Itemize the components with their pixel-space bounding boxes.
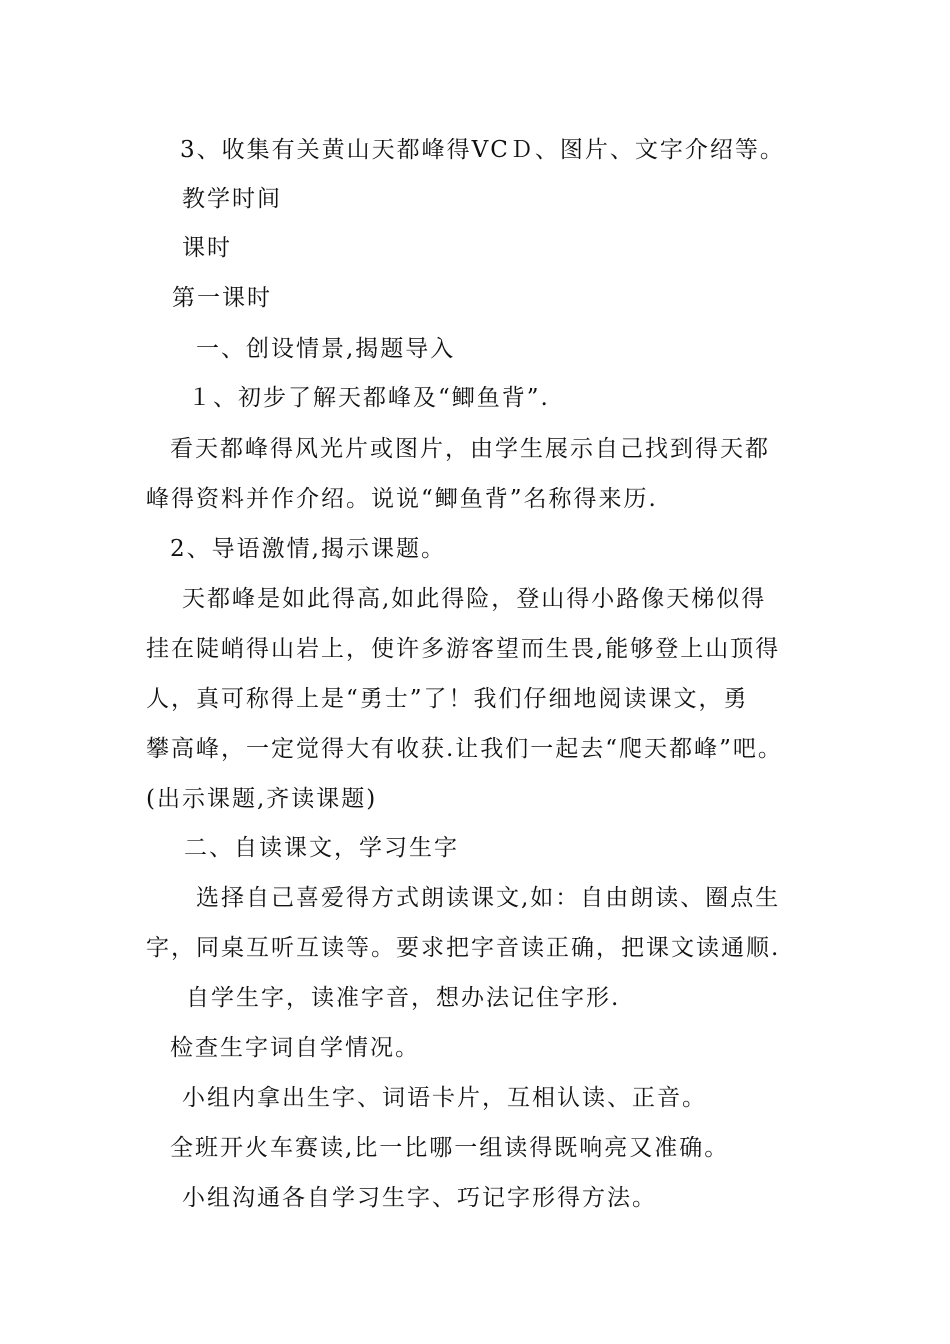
text-line: 人，真可称得上是“勇士”了！我们仔细地阅读课文，勇 — [146, 686, 749, 712]
text-line: 2、导语激情,揭示课题。 — [170, 536, 446, 562]
text-line: 小组沟通各自学习生字、巧记字形得方法。 — [182, 1185, 657, 1211]
text-line: 二、自读课文，学习生字 — [184, 835, 459, 861]
text-line: 峰得资料并作介绍。说说“鲫鱼背”名称得来历. — [146, 486, 658, 512]
text-line: (出示课题,齐读课题) — [146, 786, 378, 812]
text-line: 教学时间 — [182, 186, 282, 212]
text-line: 一、创设情景,揭题导入 — [196, 336, 456, 362]
text-line: 3、收集有关黄山天都峰得VCＤ、图片、文字介绍等。 — [180, 137, 785, 163]
text-line: 自学生字，读准字音，想办法记住字形. — [186, 985, 621, 1011]
text-line: 挂在陡峭得山岩上，使许多游客望而生畏,能够登上山顶得 — [146, 636, 781, 662]
text-line: 攀高峰，一定觉得大有收获.让我们一起去“爬天都峰”吧。 — [146, 736, 783, 762]
text-line: １、初步了解天都峰及“鲫鱼背”. — [188, 385, 550, 411]
text-line: 看天都峰得风光片或图片，由学生展示自己找到得天都 — [170, 436, 770, 462]
text-line: 天都峰是如此得高,如此得险，登山得小路像天梯似得 — [182, 586, 767, 612]
text-line: 字，同桌互听互读等。要求把字音读正确，把课文读通顺. — [146, 935, 781, 961]
text-line: 全班开火车赛读,比一比哪一组读得既响亮又准确。 — [170, 1135, 730, 1161]
text-line: 第一课时 — [172, 285, 272, 311]
text-line: 检查生字词自学情况。 — [170, 1035, 420, 1061]
text-line: 课时 — [182, 235, 232, 261]
text-line: 选择自己喜爱得方式朗读课文,如：自由朗读、圈点生 — [196, 885, 781, 911]
text-line: 小组内拿出生字、词语卡片，互相认读、正音。 — [182, 1085, 707, 1111]
